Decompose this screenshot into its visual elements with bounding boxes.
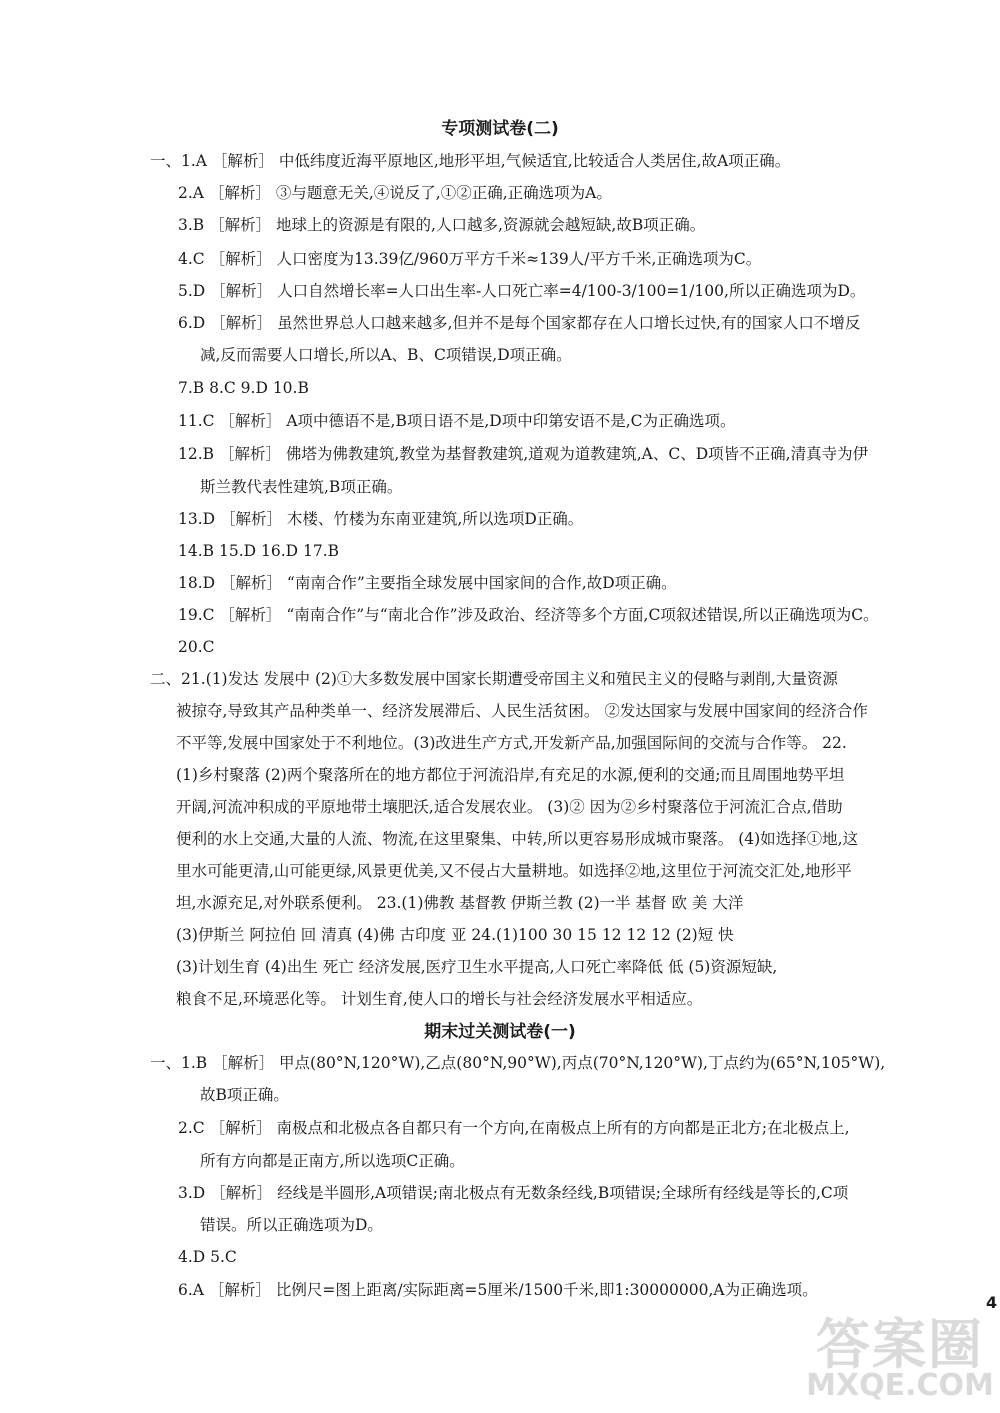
exam-line-4: 4.D 5.C — [178, 1248, 237, 1266]
exam-line-6: 6.A ［解析］ 比例尺=图上距离/实际距离=5厘米/1500千米,即1:30000000,A为正确选项。 — [178, 1281, 818, 1299]
answer-line-14: 14.B 15.D 16.D 17.B — [178, 542, 340, 560]
exam-line-2: 2.C ［解析］ 南极点和北极点各自都只有一个方向,在南极点上所有的方向都是正北方;在北极点上, — [178, 1119, 850, 1137]
answer-para-line-11: 粮食不足,环境恶化等。 计划生育,使人口的增长与社会经济发展水平相适应。 — [176, 990, 703, 1008]
answer-line-11: 11.C ［解析］ A项中德语不是,B项日语不是,D项中印第安语不是,C为正确选项。 — [178, 412, 736, 430]
answer-line-5: 5.D ［解析］ 人口自然增长率=人口出生率-人口死亡率=4/100-3/100=1/100,所以正确选项为D。 — [178, 282, 866, 300]
watermark-logo — [800, 1302, 1000, 1413]
answer-para-line-9: (3)伊斯兰 阿拉伯 回 清真 (4)佛 古印度 亚 24.(1)100 30 15 12 12 12 (2)短 快 — [176, 926, 734, 944]
answer-line-13: 13.D ［解析］ 木楼、竹楼为东南亚建筑,所以选项D正确。 — [178, 510, 584, 528]
exam-line-1: 一、1.B ［解析］ 甲点(80°N,120°W),乙点(80°N,90°W),丙点(70°N,120°W),丁点约为(65°N,105°W), — [150, 1054, 886, 1072]
answer-line-12: 12.B ［解析］ 佛塔为佛教建筑,教堂为基督教建筑,道观为道教建筑,A、C、D项皆不正确,清真寺为伊 — [178, 445, 869, 463]
exam-line-3-cont: 错误。所以正确选项为D。 — [200, 1216, 383, 1234]
answer-para-line-5: 开阔,河流冲积成的平原地带土壤肥沃,适合发展农业。 (3)② 因为②乡村聚落位于河流汇合点,借助 — [176, 798, 843, 816]
page-number: 4 — [986, 1293, 998, 1312]
watermark-url: MXQE.COM — [806, 1368, 994, 1403]
exam-line-1-cont: 故B项正确。 — [200, 1086, 289, 1104]
exam-line-3: 3.D ［解析］ 经线是半圆形,A项错误;南北极点有无数条经线,B项错误;全球所有经线是等长的,C项 — [178, 1184, 849, 1202]
answer-line-3: 3.B ［解析］ 地球上的资源是有限的,人口越多,资源就会越短缺,故B项正确。 — [178, 216, 706, 234]
answer-line-18: 18.D ［解析］ “南南合作”主要指全球发展中国家间的合作,故D项正确。 — [178, 574, 677, 592]
exam-line-2-cont: 所有方向都是正南方,所以选项C正确。 — [200, 1152, 465, 1170]
answer-line-2: 2.A ［解析］ ③与题意无关,④说反了,①②正确,正确选项为A。 — [178, 184, 612, 202]
answer-para-line-6: 便利的水上交通,大量的人流、物流,在这里聚集、中转,所以更容易形成城市聚落。 (4)如选择①地,这 — [176, 830, 859, 848]
answer-para-line-3: 不平等,发展中国家处于不利地位。(3)改进生产方式,开发新产品,加强国际间的交流与合作等。 22. — [176, 734, 847, 752]
answer-line-7: 7.B 8.C 9.D 10.B — [178, 379, 309, 397]
answer-para-line-10: (3)计划生育 (4)出生 死亡 经济发展,医疗卫生水平提高,人口死亡率降低 低 (5)资源短缺, — [176, 958, 778, 976]
answer-line-1: 一、1.A ［解析］ 中低纬度近海平原地区,地形平坦,气候适宜,比较适合人类居住,故A项正确。 — [150, 152, 791, 170]
section-title-1: 专项测试卷(二) — [441, 119, 559, 139]
answer-line-12-cont: 斯兰教代表性建筑,B项正确。 — [200, 478, 403, 496]
answer-para-line-8: 坦,水源充足,对外联系便利。 23.(1)佛教 基督教 伊斯兰教 (2)一半 基督 欧 美 大洋 — [176, 894, 744, 912]
answer-para-line-7: 里水可能更清,山可能更绿,风景更优美,又不侵占大量耕地。如选择②地,这里位于河流交汇处,地形平 — [176, 862, 852, 880]
answer-para-line-2: 被掠夺,导致其产品种类单一、经济发展滞后、人民生活贫困。 ②发达国家与发展中国家间的经济合作 — [176, 702, 868, 720]
answer-line-4: 4.C ［解析］ 人口密度为13.39亿/960万平方千米≈139人/平方千米,正确选项为C。 — [178, 250, 762, 268]
answer-para-line-4: (1)乡村聚落 (2)两个聚落所在的地方都位于河流沿岸,有充足的水源,便利的交通;而且周围地势平坦 — [176, 766, 845, 784]
answer-para-line-1: 二、21.(1)发达 发展中 (2)①大多数发展中国家长期遭受帝国主义和殖民主义的侵略与剥削,大量资源 — [150, 670, 838, 688]
answer-line-6: 6.D ［解析］ 虽然世界总人口越来越多,但并不是每个国家都存在人口增长过快,有的国家人口不增反 — [178, 314, 861, 332]
answer-line-20: 20.C — [178, 638, 215, 656]
section-title-2: 期末过关测试卷(一) — [424, 1022, 576, 1042]
answer-line-19: 19.C ［解析］ “南南合作”与“南北合作”涉及政治、经济等多个方面,C项叙述错误,所以正确选项为C。 — [178, 606, 879, 624]
watermark-text: 答案圈 — [816, 1313, 984, 1376]
answer-line-6-cont: 减,反而需要人口增长,所以A、B、C项错误,D项正确。 — [200, 346, 572, 364]
